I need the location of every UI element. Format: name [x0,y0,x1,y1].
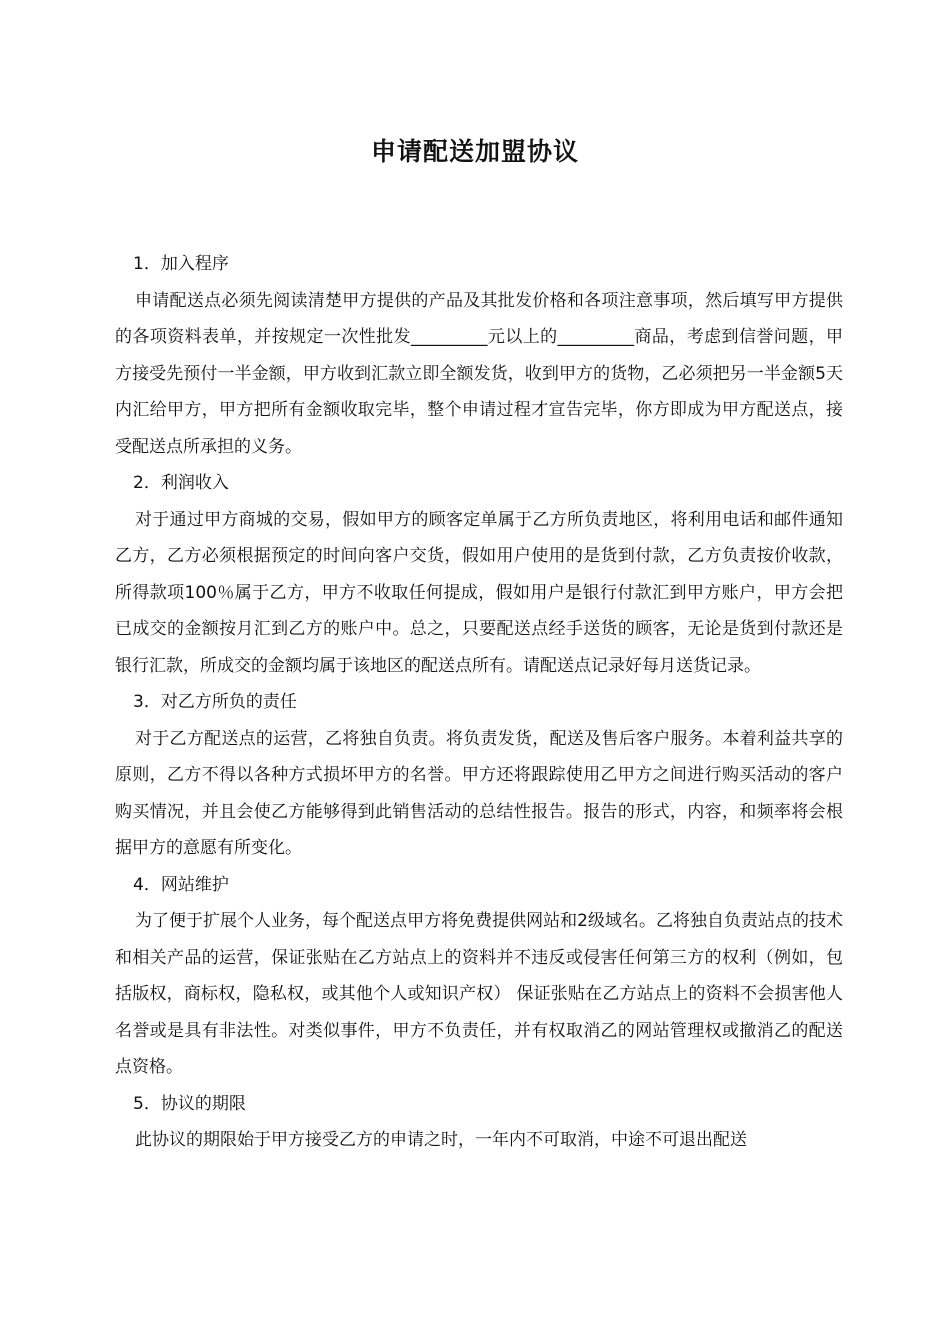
section-paragraph: 对于通过甲方商城的交易，假如甲方的顾客定单属于乙方所负责地区，将利用电话和邮件通知乙方，乙方必须根据预定的时间向客户交货，假如用户使用的是货到付款，乙方负责按价收款，所得款项100％属于乙方，甲方不收取任何提成，假如用户是银行付款汇到甲方账户，甲方会把已成交的金额按月汇到乙方的账户中。总之，只要配送点经手送货的顾客，无论是货到付款还是银行汇款，所成交的金额均属于该地区的配送点所有。请配送点记录好每月送货记录。 [115,509,843,676]
document-body [115,246,843,1159]
section-paragraph: 为了便于扩展个人业务，每个配送点甲方将免费提供网站和2级域名。乙将独自负责站点的技术和相关产品的运营，保证张贴在乙方站点上的资料并不违反或侵害任何第三方的权利（例如，包括版权，商标权，隐私权，或其他个人或知识产权） 保证张贴在乙方站点上的资料不会损害他人名誉或是具有非法性。对类似事件，甲方不负责任，并有权取消乙的网站管理权或撤消乙的配送点资格。 [115,911,843,1077]
section-profit-income [115,465,843,684]
document-title: 申请配送加盟协议 [370,137,579,166]
section-heading: 2．利润收入 [133,473,229,493]
section-paragraph: 此协议的期限始于甲方接受乙方的申请之时，一年内不可取消，中途不可退出配送 [135,1130,747,1150]
section-joining-procedure [115,246,843,465]
section-paragraph: 对于乙方配送点的运营，乙将独自负责。将负责发货，配送及售后客户服务。本着利益共享的原则，乙方不得以各种方式损坏甲方的名誉。甲方还将跟踪使用乙甲方之间进行购买活动的客户购买情况，并且会使乙方能够得到此销售活动的总结性报告。报告的形式，内容，和频率将会根据甲方的意愿有所变化。 [115,728,843,858]
section-heading: 1．加入程序 [133,254,229,274]
section-website-maintenance [115,867,843,1086]
section-agreement-term [115,1086,843,1159]
section-heading: 3．对乙方所负的责任 [133,692,297,712]
section-heading: 5．协议的期限 [133,1093,246,1114]
section-responsibility [115,684,843,867]
section-heading: 4．网站维护 [133,874,229,895]
section-paragraph: 申请配送点必须先阅读清楚甲方提供的产品及其批发价格和各项注意事项，然后填写甲方提供的各项资料表单，并按规定一次性批发_________元以上的_________商品，考虑到信誉问题，甲方接受先预付一半金额，甲方收到汇款立即全额发货，收到甲方的货物，乙必须把另一半金额5天内汇给甲方，甲方把所有金额收取完毕，整个申请过程才宣告完毕，你方即成为甲方配送点，接受配送点所承担的义务。 [115,290,843,457]
